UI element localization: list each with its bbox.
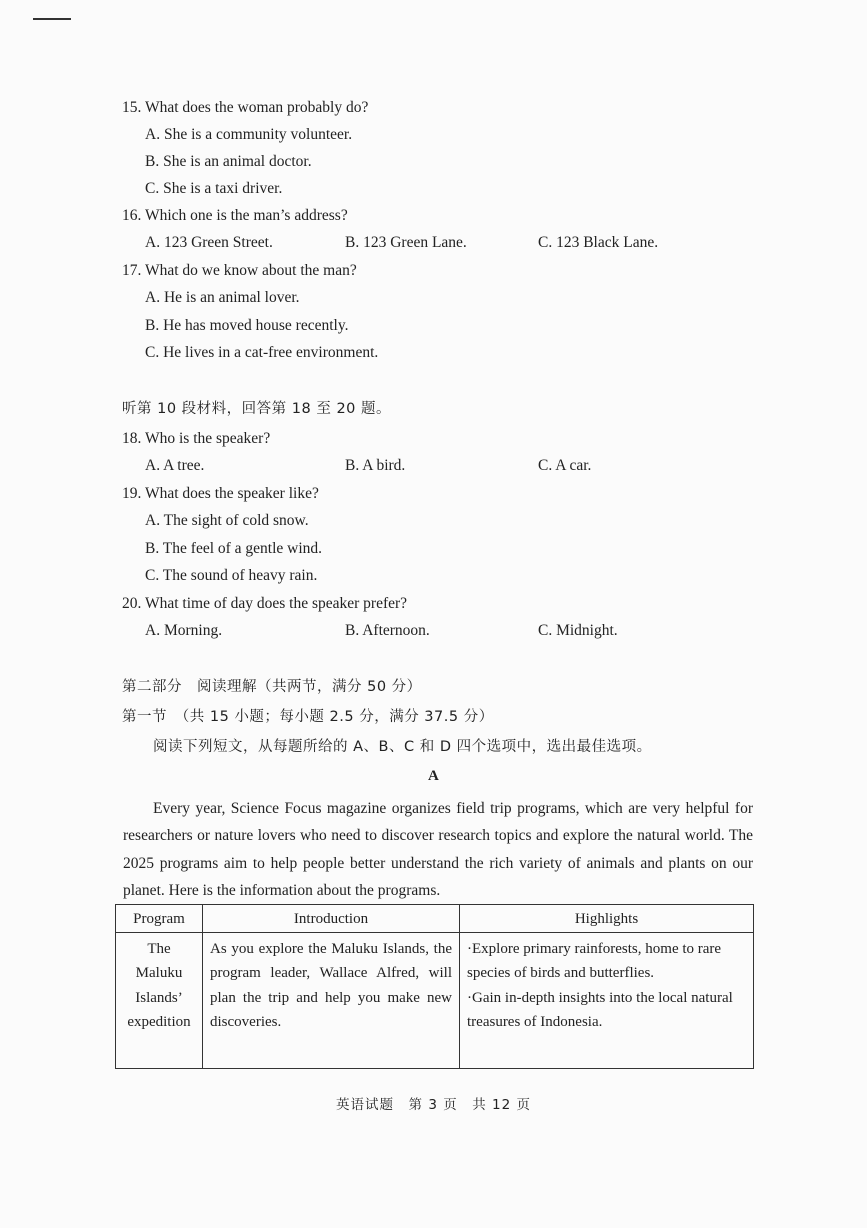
question-18-option-b: B. A bird. bbox=[345, 457, 406, 474]
question-17-option-a: A. He is an animal lover. bbox=[145, 289, 300, 306]
highlight-item: ·Explore primary rainforests, home to rare species of birds and butterflies. bbox=[467, 940, 722, 982]
program-name-cell bbox=[116, 932, 203, 1068]
question-19-option-a: A. The sight of cold snow. bbox=[145, 512, 309, 529]
highlights-cell bbox=[460, 932, 754, 1068]
part-two-heading: 第二部分 阅读理解（共两节，满分 50 分） bbox=[122, 679, 422, 695]
question-17-option-b: B. He has moved house recently. bbox=[145, 317, 349, 334]
question-15-stem: 15. What does the woman probably do? bbox=[122, 99, 369, 116]
question-16-option-c: C. 123 Black Lane. bbox=[538, 234, 659, 251]
table-header-row bbox=[116, 905, 754, 933]
question-20-option-a: A. Morning. bbox=[145, 622, 223, 639]
passage-paragraph: Every year, Science Focus magazine organizes field trip programs, which are very helpful for researchers or nature lovers who need to discover research topics and explore the natural world. The 2025 programs aim to help people better understand the rich variety of animals and plants on our planet. Here is the information about the programs. bbox=[123, 800, 753, 899]
question-18-option-a: A. A tree. bbox=[145, 457, 205, 474]
program-name-line: expedition bbox=[127, 1014, 191, 1031]
question-18-option-c: C. A car. bbox=[538, 457, 592, 474]
question-19-option-c: C. The sound of heavy rain. bbox=[145, 567, 318, 584]
program-name-line: Islands’ bbox=[135, 989, 183, 1006]
question-15-option-b: B. She is an animal doctor. bbox=[145, 153, 312, 170]
question-17-option-c: C. He lives in a cat-free environment. bbox=[145, 344, 379, 361]
header-introduction: Introduction bbox=[203, 905, 460, 933]
question-15-option-a: A. She is a community volunteer. bbox=[145, 126, 353, 143]
introduction-cell: As you explore the Maluku Islands, the program leader, Wallace Alfred, will plan the trip and help you make new discoveries. bbox=[203, 932, 460, 1068]
corner-rule bbox=[33, 18, 71, 20]
question-19-option-b: B. The feel of a gentle wind. bbox=[145, 540, 323, 557]
question-16-stem: 16. Which one is the man’s address? bbox=[122, 207, 348, 224]
question-15-option-c: C. She is a taxi driver. bbox=[145, 180, 283, 197]
question-18-stem: 18. Who is the speaker? bbox=[122, 430, 271, 447]
program-name-line: Maluku bbox=[135, 965, 183, 982]
page-footer: 英语试题 第 3 页 共 12 页 bbox=[336, 1097, 531, 1113]
section-one-heading: 第一节 （共 15 小题；每小题 2.5 分，满分 37.5 分） bbox=[122, 709, 494, 725]
reading-instruction: 阅读下列短文，从每题所给的 A、B、C 和 D 四个选项中，选出最佳选项。 bbox=[153, 739, 652, 755]
programs-table bbox=[115, 904, 754, 1069]
table-row bbox=[116, 932, 754, 1068]
header-program: Program bbox=[116, 905, 203, 933]
question-16-option-a: A. 123 Green Street. bbox=[145, 234, 273, 251]
question-20-option-c: C. Midnight. bbox=[538, 622, 618, 639]
question-20-stem: 20. What time of day does the speaker prefer? bbox=[122, 595, 408, 612]
question-17-stem: 17. What do we know about the man? bbox=[122, 262, 357, 279]
question-16-option-b: B. 123 Green Lane. bbox=[345, 234, 467, 251]
passage-letter: A bbox=[428, 768, 439, 784]
question-19-stem: 19. What does the speaker like? bbox=[122, 485, 319, 502]
program-name-line: The bbox=[147, 940, 171, 957]
header-highlights: Highlights bbox=[460, 905, 754, 933]
listening-instruction: 听第 10 段材料，回答第 18 至 20 题。 bbox=[122, 401, 392, 417]
highlight-item: ·Gain in-depth insights into the local natural treasures of Indonesia. bbox=[467, 989, 733, 1031]
question-20-option-b: B. Afternoon. bbox=[345, 622, 430, 639]
